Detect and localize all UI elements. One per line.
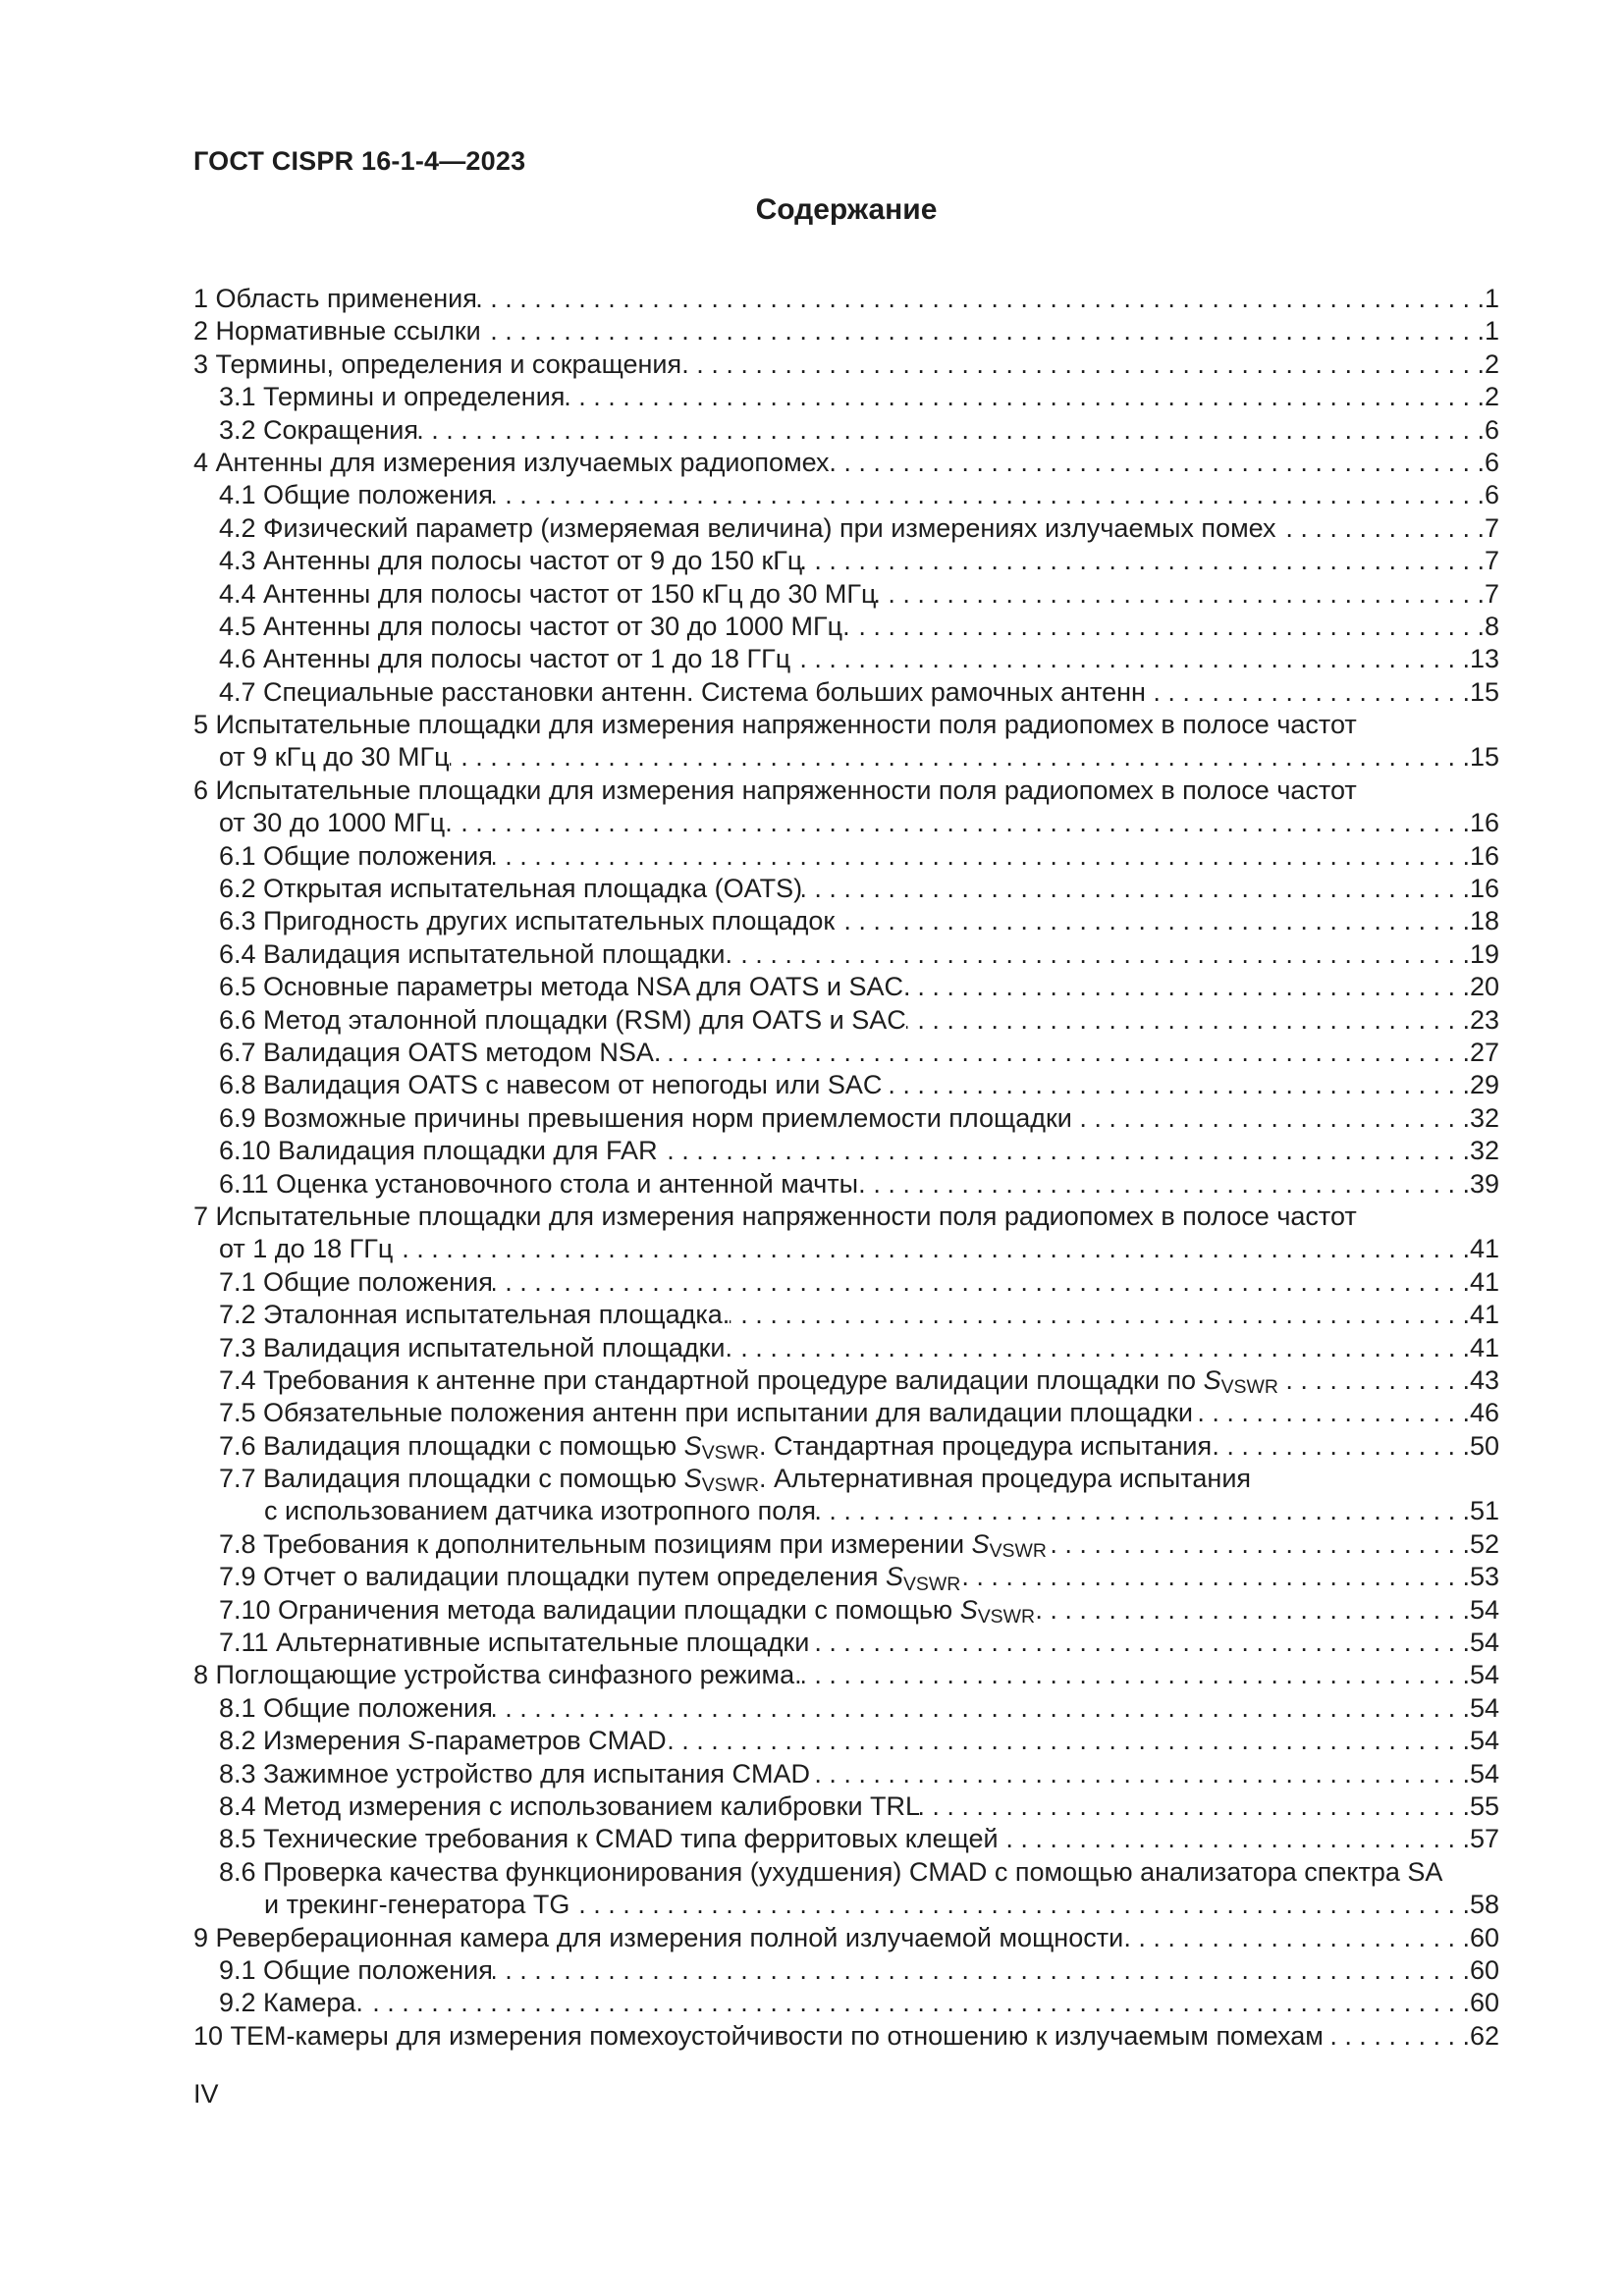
toc-leader-dots [802,1659,1470,1691]
toc-entry-text: и трекинг-генератора TG [264,1890,570,1920]
toc-entry [193,1790,1499,1823]
toc-entry [193,1594,1499,1627]
toc-page-number: 13 [1469,644,1499,674]
toc-entry-text: 6 Испытательные площадки для измерения напряженности поля радиопомех в полосе частот [193,774,1357,805]
toc-leader-dots [450,741,1470,774]
toc-list [193,283,1499,2053]
toc-entry-text: 6.5 Основные параметры метода NSA для OATS и SAC. [219,972,911,1002]
toc-leader-dots [882,1069,1470,1101]
toc-leader-dots [569,1889,1470,1921]
toc-page-number: 7 [1484,512,1499,543]
toc-leader-dots [810,1758,1470,1790]
toc-entry-text: 6.8 Валидация OATS с навесом от непогоды или SAC [219,1070,883,1100]
toc-page-number: 23 [1469,1004,1499,1035]
toc-entry [193,2020,1499,2053]
toc-entry [193,1266,1499,1299]
toc-entry [193,1758,1499,1790]
toc-page-number: 43 [1469,1364,1499,1395]
toc-entry [193,414,1499,447]
toc-leader-dots [493,1954,1470,1987]
toc-entry-text: 7.3 Валидация испытательной площадки. [219,1332,733,1362]
toc-entry [193,381,1499,413]
toc-entry-text: 8.2 Измерения S-параметров CMAD [219,1726,667,1756]
toc-page-number: 32 [1469,1136,1499,1166]
toc-entry-text: 7.7 Валидация площадки с помощью $S_{VSWR}$. Альтернативная процедура испытания [219,1464,1252,1497]
toc-entry-text: 8.1 Общие положения [219,1692,493,1723]
toc-page-number: 39 [1469,1168,1499,1199]
toc-entry [193,1823,1499,1855]
toc-entry-text: 7.5 Обязательные положения антенн при испытании для валидации площадки [219,1398,1193,1428]
toc-entry-text: 7.4 Требования к антенне при стандартной процедуре валидации площадки по $S_{VSWR}$ [219,1364,1278,1399]
toc-entry [193,1692,1499,1725]
toc-leader-dots [477,283,1485,315]
toc-entry [193,905,1499,937]
toc-entry-text: 6.1 Общие положения [219,840,493,871]
toc-entry-text: 4.5 Антенны для полосы частот от 30 до 1000 МГц. [219,611,850,641]
toc-entry-text: 4.2 Физический параметр (измеряемая величина) при измерениях излучаемых помех [219,512,1276,543]
toc-leader-dots [493,479,1485,511]
toc-entry [193,611,1499,643]
toc-leader-dots [1276,512,1485,545]
toc-page-number: 41 [1469,1332,1499,1362]
toc-entry [193,1037,1499,1069]
toc-leader-dots [1324,2020,1470,2053]
toc-entry [193,1954,1499,1987]
toc-page-number: 60 [1469,1922,1499,1952]
toc-entry-text: 4.7 Специальные расстановки антенн. Система больших рамочных антенн [219,676,1146,707]
toc-entry-text: 1 Область применения [193,284,477,313]
toc-leader-dots [920,1790,1470,1823]
page-title: Содержание [755,193,938,226]
toc-page-number: 46 [1469,1398,1499,1428]
content-area [193,145,1499,2110]
toc-page-number: 62 [1469,2020,1499,2051]
toc-page-number: 7 [1484,578,1499,609]
toc-entry [193,938,1499,971]
toc-entry-text: 7.8 Требования к дополнительным позициям при измерении $S_{VSWR}$ [219,1528,1047,1563]
toc-page-number: 57 [1469,1824,1499,1854]
toc-page-number: 1 [1484,316,1499,347]
toc-page-number: 54 [1469,1660,1499,1690]
toc-page-number: 60 [1469,1954,1499,1985]
toc-leader-dots [681,348,1485,381]
toc-entry [193,512,1499,545]
toc-leader-dots [809,1627,1470,1659]
toc-entry-text: 7 Испытательные площадки для измерения напряженности поля радиопомех в полосе частот [193,1201,1357,1231]
toc-page-number: 8 [1484,611,1499,641]
toc-leader-dots [453,807,1470,839]
toc-leader-dots [363,1987,1470,2019]
toc-entry [193,1364,1499,1397]
toc-entry-text: 8.3 Зажимное устройство для испытания CMAD [219,1758,811,1789]
toc-entry-text: 9.2 Камера. [219,1988,363,2018]
toc-entry [193,348,1499,381]
toc-page-number: 32 [1469,1102,1499,1133]
toc-entry-text: 7.10 Ограничения метода валидации площадки с помощью $S_{VSWR}$ [219,1594,1036,1628]
toc-entry-text: от 9 кГц до 30 МГц [219,742,450,773]
toc-entry [193,1856,1499,1889]
toc-entry-text: 3.1 Термины и определения [219,382,566,412]
toc-entry [193,1135,1499,1167]
toc-page-number: 6 [1484,447,1499,477]
toc-page-number: 60 [1469,1988,1499,2018]
toc-leader-dots [393,1233,1470,1265]
toc-page-number: 54 [1469,1628,1499,1658]
toc-leader-dots [1072,1102,1470,1135]
toc-page-number: 27 [1469,1037,1499,1067]
toc-leader-dots [732,938,1470,971]
toc-entry [193,807,1499,839]
toc-entry-text: 6.6 Метод эталонной площадки (RSM) для OATS и SAC [219,1004,906,1035]
toc-page-number: 29 [1469,1070,1499,1100]
toc-page-number: 20 [1469,972,1499,1002]
toc-entry [193,1233,1499,1265]
toc-entry-text: 6.11 Оценка установочного стола и антенной мачты. [219,1168,866,1199]
toc-page-number: 54 [1469,1726,1499,1756]
toc-entry [193,1201,1499,1233]
toc-entry [193,741,1499,774]
toc-leader-dots [730,1299,1470,1331]
toc-entry-text: от 30 до 1000 МГц. [219,808,453,838]
toc-leader-dots [816,1495,1470,1527]
toc-leader-dots [1278,1364,1470,1397]
toc-page-number: 41 [1469,1266,1499,1297]
toc-leader-dots [481,315,1485,347]
toc-leader-dots [850,611,1485,643]
toc-page-number: 54 [1469,1692,1499,1723]
toc-leader-dots [565,381,1485,413]
toc-entry [193,283,1499,315]
toc-entry [193,315,1499,347]
toc-page-number: 16 [1469,840,1499,871]
toc-leader-dots [866,1168,1470,1201]
toc-page-number: 19 [1469,938,1499,969]
toc-page-number: 16 [1469,874,1499,904]
toc-entry-text: 6.4 Валидация испытательной площадки. [219,938,733,969]
toc-leader-dots [493,1266,1470,1299]
toc-entry-text: 7.2 Эталонная испытательная площадка. [219,1300,731,1330]
toc-leader-dots [1123,1922,1470,1954]
toc-entry [193,1168,1499,1201]
toc-entry-text: 10 ТЕМ-камеры для измерения помехоустойчивости по отношению к излучаемым помехам [193,2020,1324,2051]
toc-page-number: 41 [1469,1300,1499,1330]
toc-entry [193,1069,1499,1101]
toc-entry-text: 5 Испытательные площадки для измерения напряженности поля радиопомех в полосе частот [193,710,1357,740]
toc-leader-dots [802,545,1485,577]
toc-entry [193,774,1499,807]
toc-leader-dots [835,905,1470,937]
toc-entry-text: 4.6 Антенны для полосы частот от 1 до 18 ГГц [219,644,791,674]
toc-entry-text: 3 Термины, определения и сокращения [193,348,682,379]
toc-entry [193,1495,1499,1527]
toc-entry-text: 9.1 Общие положения [219,1954,493,1985]
toc-entry-text: 3.2 Сокращения [219,414,418,445]
toc-leader-dots [661,1037,1470,1069]
toc-entry-text: 2 Нормативные ссылки [193,316,481,347]
toc-entry [193,545,1499,577]
toc-entry [193,1430,1499,1463]
toc-leader-dots [667,1725,1470,1757]
toc-page-number: 54 [1469,1594,1499,1625]
toc-leader-dots [830,447,1485,479]
toc-entry-text: с использованием датчика изотропного поля [264,1496,817,1526]
toc-entry-text: 8.5 Технические требования к CMAD типа ферритовых клещей [219,1824,999,1854]
document-header: ГОСТ CISPR 16-1-4—2023 [193,146,526,176]
toc-entry-text: 7.6 Валидация площадки с помощью $S_{VSWR}$. Стандартная процедура испытания [219,1430,1213,1464]
toc-entry-text: 6.2 Открытая испытательная площадка (OATS) [219,874,803,904]
toc-leader-dots [1193,1397,1470,1429]
toc-page-number: 53 [1469,1562,1499,1592]
toc-entry [193,1725,1499,1757]
toc-page-number: 2 [1484,348,1499,379]
toc-leader-dots [1146,676,1470,709]
toc-leader-dots [658,1135,1470,1167]
toc-entry-text: 4.1 Общие положения [219,480,493,510]
toc-page-number: 15 [1469,676,1499,707]
toc-leader-dots [999,1823,1470,1855]
toc-leader-dots [1035,1594,1470,1627]
toc-entry [193,1889,1499,1921]
toc-entry [193,840,1499,873]
toc-page-number: 6 [1484,480,1499,510]
toc-entry-text: 8.6 Проверка качества функционирования (ухудшения) CMAD с помощью анализатора спектра SA [219,1856,1443,1887]
toc-entry-text: 9 Реверберационная камера для измерения полной излучаемой мощности [193,1922,1124,1952]
toc-leader-dots [418,414,1485,447]
toc-entry [193,1987,1499,2019]
toc-entry [193,1627,1499,1659]
toc-leader-dots [876,578,1484,611]
toc-entry-text: 6.9 Возможные причины превышения норм приемлемости площадки [219,1102,1072,1133]
toc-page-number: 6 [1484,414,1499,445]
toc-leader-dots [493,840,1470,873]
toc-entry [193,676,1499,709]
toc-page-number: 50 [1469,1430,1499,1461]
toc-page-number: 51 [1469,1496,1499,1526]
toc-entry-text: 8 Поглощающие устройства синфазного режима. [193,1660,802,1690]
toc-page-number: 18 [1469,906,1499,936]
toc-entry [193,1528,1499,1561]
toc-entry-text: 6.7 Валидация OATS методом NSA. [219,1037,662,1067]
toc-page-number: 54 [1469,1758,1499,1789]
toc-leader-dots [493,1692,1470,1725]
toc-entry-text: 4.3 Антенны для полосы частот от 9 до 150 кГц [219,546,803,576]
toc-leader-dots [1047,1528,1470,1561]
toc-entry [193,1004,1499,1037]
toc-entry [193,1561,1499,1593]
toc-entry [193,643,1499,675]
toc-page-number: 52 [1469,1528,1499,1559]
toc-leader-dots [790,643,1470,675]
page-footer: IV [193,2079,219,2109]
toc-leader-dots [1212,1430,1470,1463]
toc-leader-dots [960,1561,1470,1593]
toc-entry [193,1102,1499,1135]
toc-entry-text: 7.1 Общие положения [219,1266,493,1297]
toc-entry-text: от 1 до 18 ГГц [219,1234,394,1264]
toc-entry-text: 8.4 Метод измерения с использованием калибровки TRL [219,1790,921,1821]
toc-page-number: 16 [1469,808,1499,838]
toc-entry [193,447,1499,479]
toc-page-number: 1 [1484,284,1499,313]
toc-entry-text: 7.9 Отчет о валидации площадки путем определения $S_{VSWR}$ [219,1562,961,1595]
toc-entry [193,1332,1499,1364]
toc-entry [193,479,1499,511]
toc-page-number: 15 [1469,742,1499,773]
toc-leader-dots [911,971,1470,1003]
toc-entry [193,1463,1499,1495]
toc-entry [193,971,1499,1003]
toc-entry-text: 6.3 Пригодность других испытательных площадок [219,906,836,936]
toc-entry [193,1299,1499,1331]
toc-page-number: 55 [1469,1790,1499,1821]
toc-entry [193,709,1499,741]
toc-entry [193,873,1499,905]
toc-page-number: 58 [1469,1890,1499,1920]
toc-entry [193,1659,1499,1691]
toc-page-number: 7 [1484,546,1499,576]
toc-entry-text: 4.4 Антенны для полосы частот от 150 кГц до 30 МГц [219,578,877,609]
toc-leader-dots [732,1332,1470,1364]
toc-entry [193,1922,1499,1954]
toc-entry [193,1397,1499,1429]
toc-entry [193,578,1499,611]
toc-entry-text: 7.11 Альтернативные испытательные площадки [219,1628,810,1658]
toc-leader-dots [906,1004,1470,1037]
toc-page-number: 41 [1469,1234,1499,1264]
toc-page-number: 2 [1484,382,1499,412]
toc-leader-dots [802,873,1470,905]
toc-entry-text: 6.10 Валидация площадки для FAR [219,1136,658,1166]
toc-entry-text: 4 Антенны для измерения излучаемых радиопомех [193,447,830,477]
